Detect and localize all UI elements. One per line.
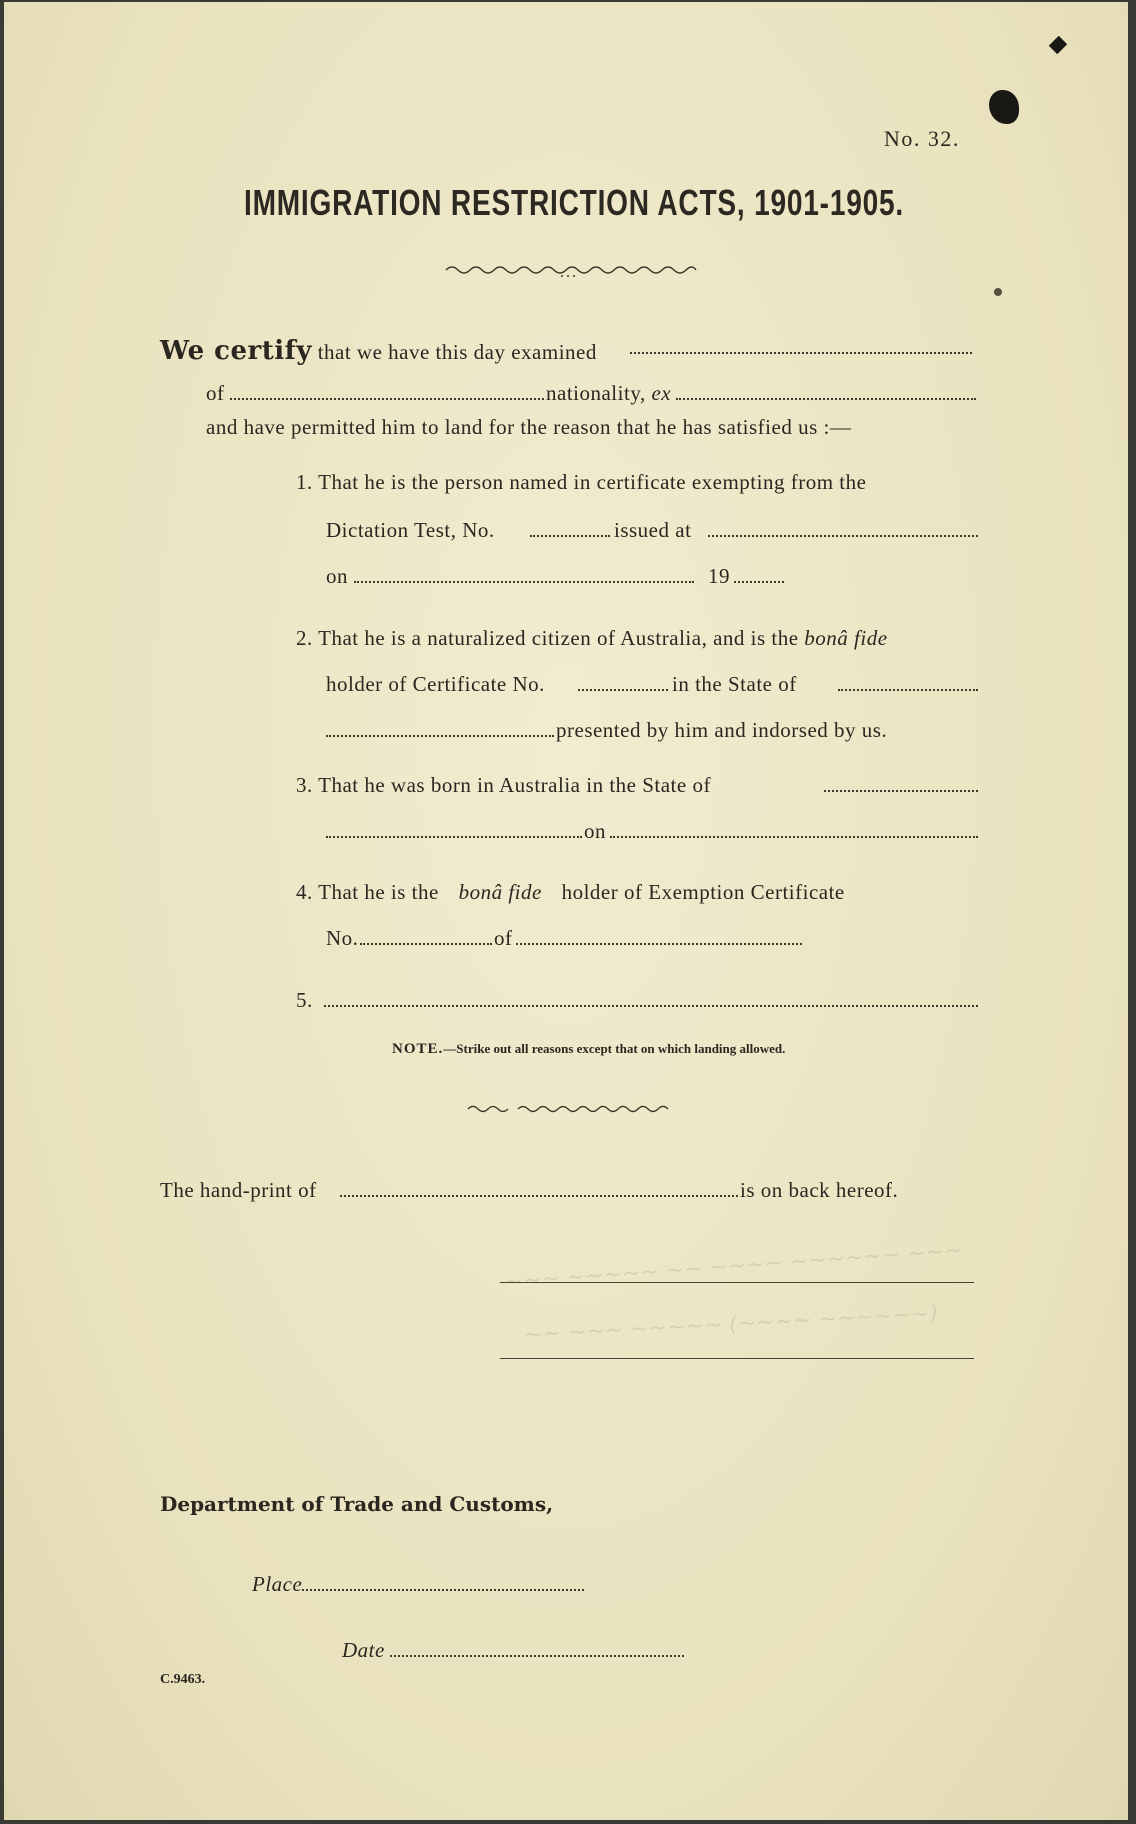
reason-4-line-1: 4. That he is the bonâ fide holder of Exemption Certificate (296, 880, 845, 904)
ink-blot (989, 90, 1019, 124)
reason-3-number: 3. (296, 773, 313, 797)
year-prefix: 19 (708, 564, 730, 588)
form-page (4, 2, 1128, 1820)
reason-5-number: 5. (296, 988, 313, 1012)
reason-1-date-field[interactable] (354, 581, 694, 583)
note (392, 1041, 785, 1058)
reason-1-on-label: on (326, 564, 348, 588)
issued-at-label: issued at (614, 518, 692, 542)
ink-blot (1049, 36, 1067, 54)
signature-line-2[interactable] (500, 1358, 974, 1359)
certify-line-1 (160, 336, 597, 366)
reason-3-on-label: on (584, 819, 606, 843)
certificate-number-field[interactable] (578, 689, 668, 691)
pencil-annotation: ~~~ ~~~~~ ~~ ~~~~ ~~~~~~ ~~~ (503, 1238, 964, 1295)
nationality-line (546, 381, 671, 406)
certify-lead: We certify (160, 336, 312, 366)
handprint-prefix: The hand-print of (160, 1178, 317, 1202)
date-field[interactable] (390, 1655, 684, 1657)
issued-at-field[interactable] (708, 535, 978, 537)
naturalized-state-field[interactable] (838, 689, 978, 691)
reason-2-line-1: 2. That he is a naturalized citizen of Australia, and is the bonâ fide (296, 626, 888, 650)
place-field[interactable] (302, 1589, 584, 1591)
birth-state-field[interactable] (824, 790, 978, 792)
page-title: IMMIGRATION RESTRICTION ACTS, 1901-1905. (244, 182, 904, 223)
presented-field[interactable] (326, 735, 554, 737)
exemption-number-field[interactable] (360, 943, 492, 945)
origin-field[interactable] (230, 398, 544, 400)
reason-3-line-1: 3. That he was born in Australia in the State of (296, 773, 711, 797)
ink-dot (994, 288, 1002, 296)
presented-label: presented by him and indorsed by us. (556, 718, 888, 742)
certify-line-3: and have permitted him to land for the reason that he has satisfied us :— (206, 415, 852, 439)
reason-1-line-1: 1. That he is the person named in certificate exempting from the (296, 470, 867, 494)
pencil-annotation: ~~ ~~~ ~~~~~ (~~~~ ~~~~~~) (523, 1301, 939, 1348)
exemption-of-field[interactable] (516, 943, 802, 945)
ship-field[interactable] (676, 398, 976, 400)
reason-1-dictation-label: Dictation Test, No. (326, 518, 495, 542)
dictation-number-field[interactable] (530, 535, 610, 537)
birth-place-field[interactable] (326, 836, 582, 838)
place-label: Place (252, 1572, 303, 1596)
of-label: of (206, 381, 225, 405)
date-label: Date (342, 1638, 385, 1662)
note-text: —Strike out all reasons except that on which landing allowed. (443, 1041, 786, 1056)
examined-name-field[interactable] (630, 352, 972, 354)
exemption-of-label: of (494, 926, 513, 950)
handprint-name-field[interactable] (340, 1195, 738, 1197)
exemption-no-label: No. (326, 926, 359, 950)
department-name: Department of Trade and Customs, (160, 1492, 554, 1516)
state-of-label: in the State of (672, 672, 797, 696)
handprint-suffix: is on back hereof. (740, 1178, 899, 1202)
form-number: No. 32. (884, 126, 960, 151)
other-reason-field[interactable] (324, 1005, 978, 1007)
reason-4-number: 4. (296, 880, 313, 904)
signature-line-1[interactable] (500, 1282, 974, 1283)
print-code: C.9463. (160, 1672, 206, 1687)
year-field[interactable] (734, 581, 784, 583)
certificate-no-label: holder of Certificate No. (326, 672, 545, 696)
nationality-label: nationality, (546, 381, 646, 405)
ornament-divider (444, 260, 699, 280)
birth-date-field[interactable] (610, 836, 978, 838)
reason-1-number: 1. (296, 470, 313, 494)
certify-text: that we have this day examined (317, 340, 597, 364)
reason-2-number: 2. (296, 626, 313, 650)
ex-label: ex (651, 381, 672, 405)
note-label: NOTE. (392, 1041, 444, 1057)
ornament-divider-small (466, 1102, 671, 1116)
